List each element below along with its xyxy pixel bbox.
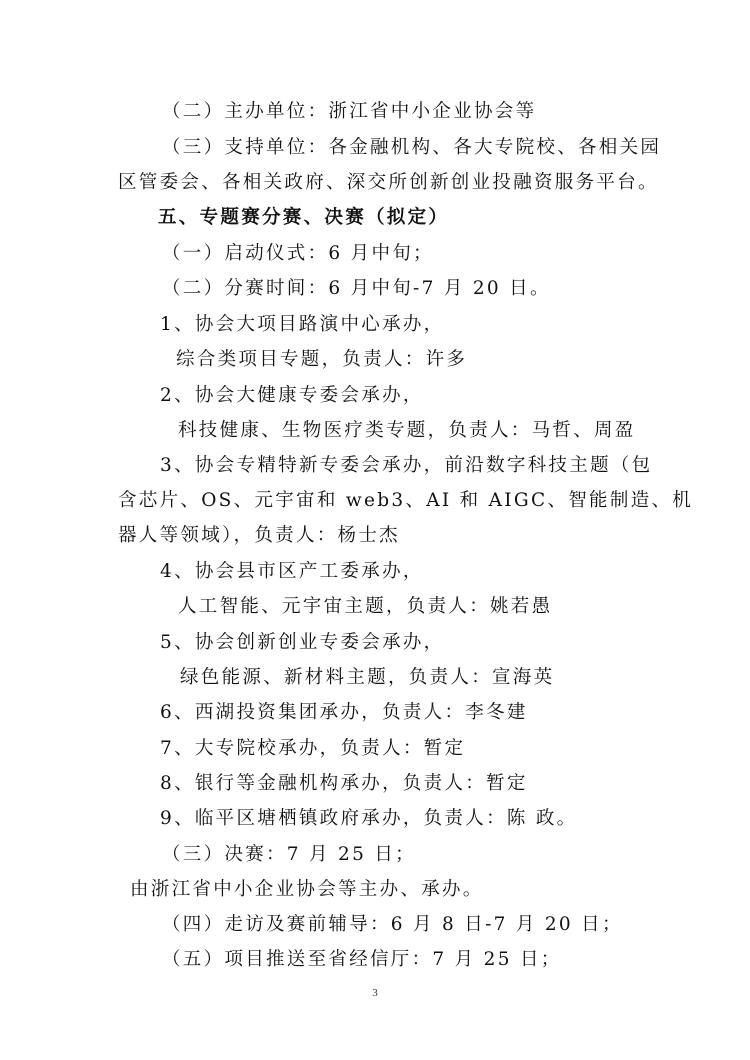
text-line: 含芯片、OS、元宇宙和 web3、AI 和 AIGC、智能制造、机 (118, 490, 694, 511)
list-item: 4、协会县市区产工委承办， (160, 561, 424, 582)
text-line: （三）决赛：7 月 25 日； (162, 844, 416, 865)
text-line: 绿色能源、新材料主题，负责人：宣海英 (180, 667, 555, 688)
text-line: 器人等领域），负责人：杨士杰 (118, 525, 400, 546)
list-item: 3、协会专精特新专委会承办，前沿数字科技主题（包 (160, 455, 653, 476)
list-item: 2、协会大健康专委会承办， (160, 385, 424, 406)
section-heading: 五、专题赛分赛、决赛（拟定） (158, 207, 450, 228)
text-line: 区管委会、各相关政府、深交所创新创业投融资服务平台。 (118, 172, 659, 193)
list-item: 9、临平区塘栖镇政府承办，负责人：陈 政。 (160, 808, 578, 829)
text-line: 人工智能、元宇宙主题，负责人：姚若愚 (178, 596, 553, 617)
text-line: （一）启动仪式：6 月中旬； (162, 243, 434, 264)
text-line: （四）走访及赛前辅导：6 月 8 日-7 月 20 日； (162, 914, 623, 935)
list-item: 1、协会大项目路演中心承办， (160, 314, 445, 335)
text-line: （二）分赛时间：6 月中旬-7 月 20 日。 (162, 278, 551, 299)
text-line: （三）支持单位：各金融机构、各大专院校、各相关园 (162, 137, 662, 158)
text-line: 科技健康、生物医疗类专题，负责人：马哲、周盈 (178, 420, 636, 441)
list-item: 8、银行等金融机构承办，负责人：暂定 (160, 773, 528, 794)
page-number: 3 (372, 987, 378, 999)
text-line: （五）项目推送至省经信厅：7 月 25 日； (162, 949, 562, 970)
text-line: （二）主办单位：浙江省中小企业协会等 (162, 101, 537, 122)
list-item: 6、西湖投资集团承办，负责人：李冬建 (160, 702, 528, 723)
text-line: 由浙江省中小企业协会等主办、承办。 (130, 879, 484, 900)
list-item: 7、大专院校承办，负责人：暂定 (160, 738, 466, 759)
list-item: 5、协会创新创业专委会承办， (160, 632, 445, 653)
text-line: 综合类项目专题，负责人：许多 (176, 349, 468, 370)
